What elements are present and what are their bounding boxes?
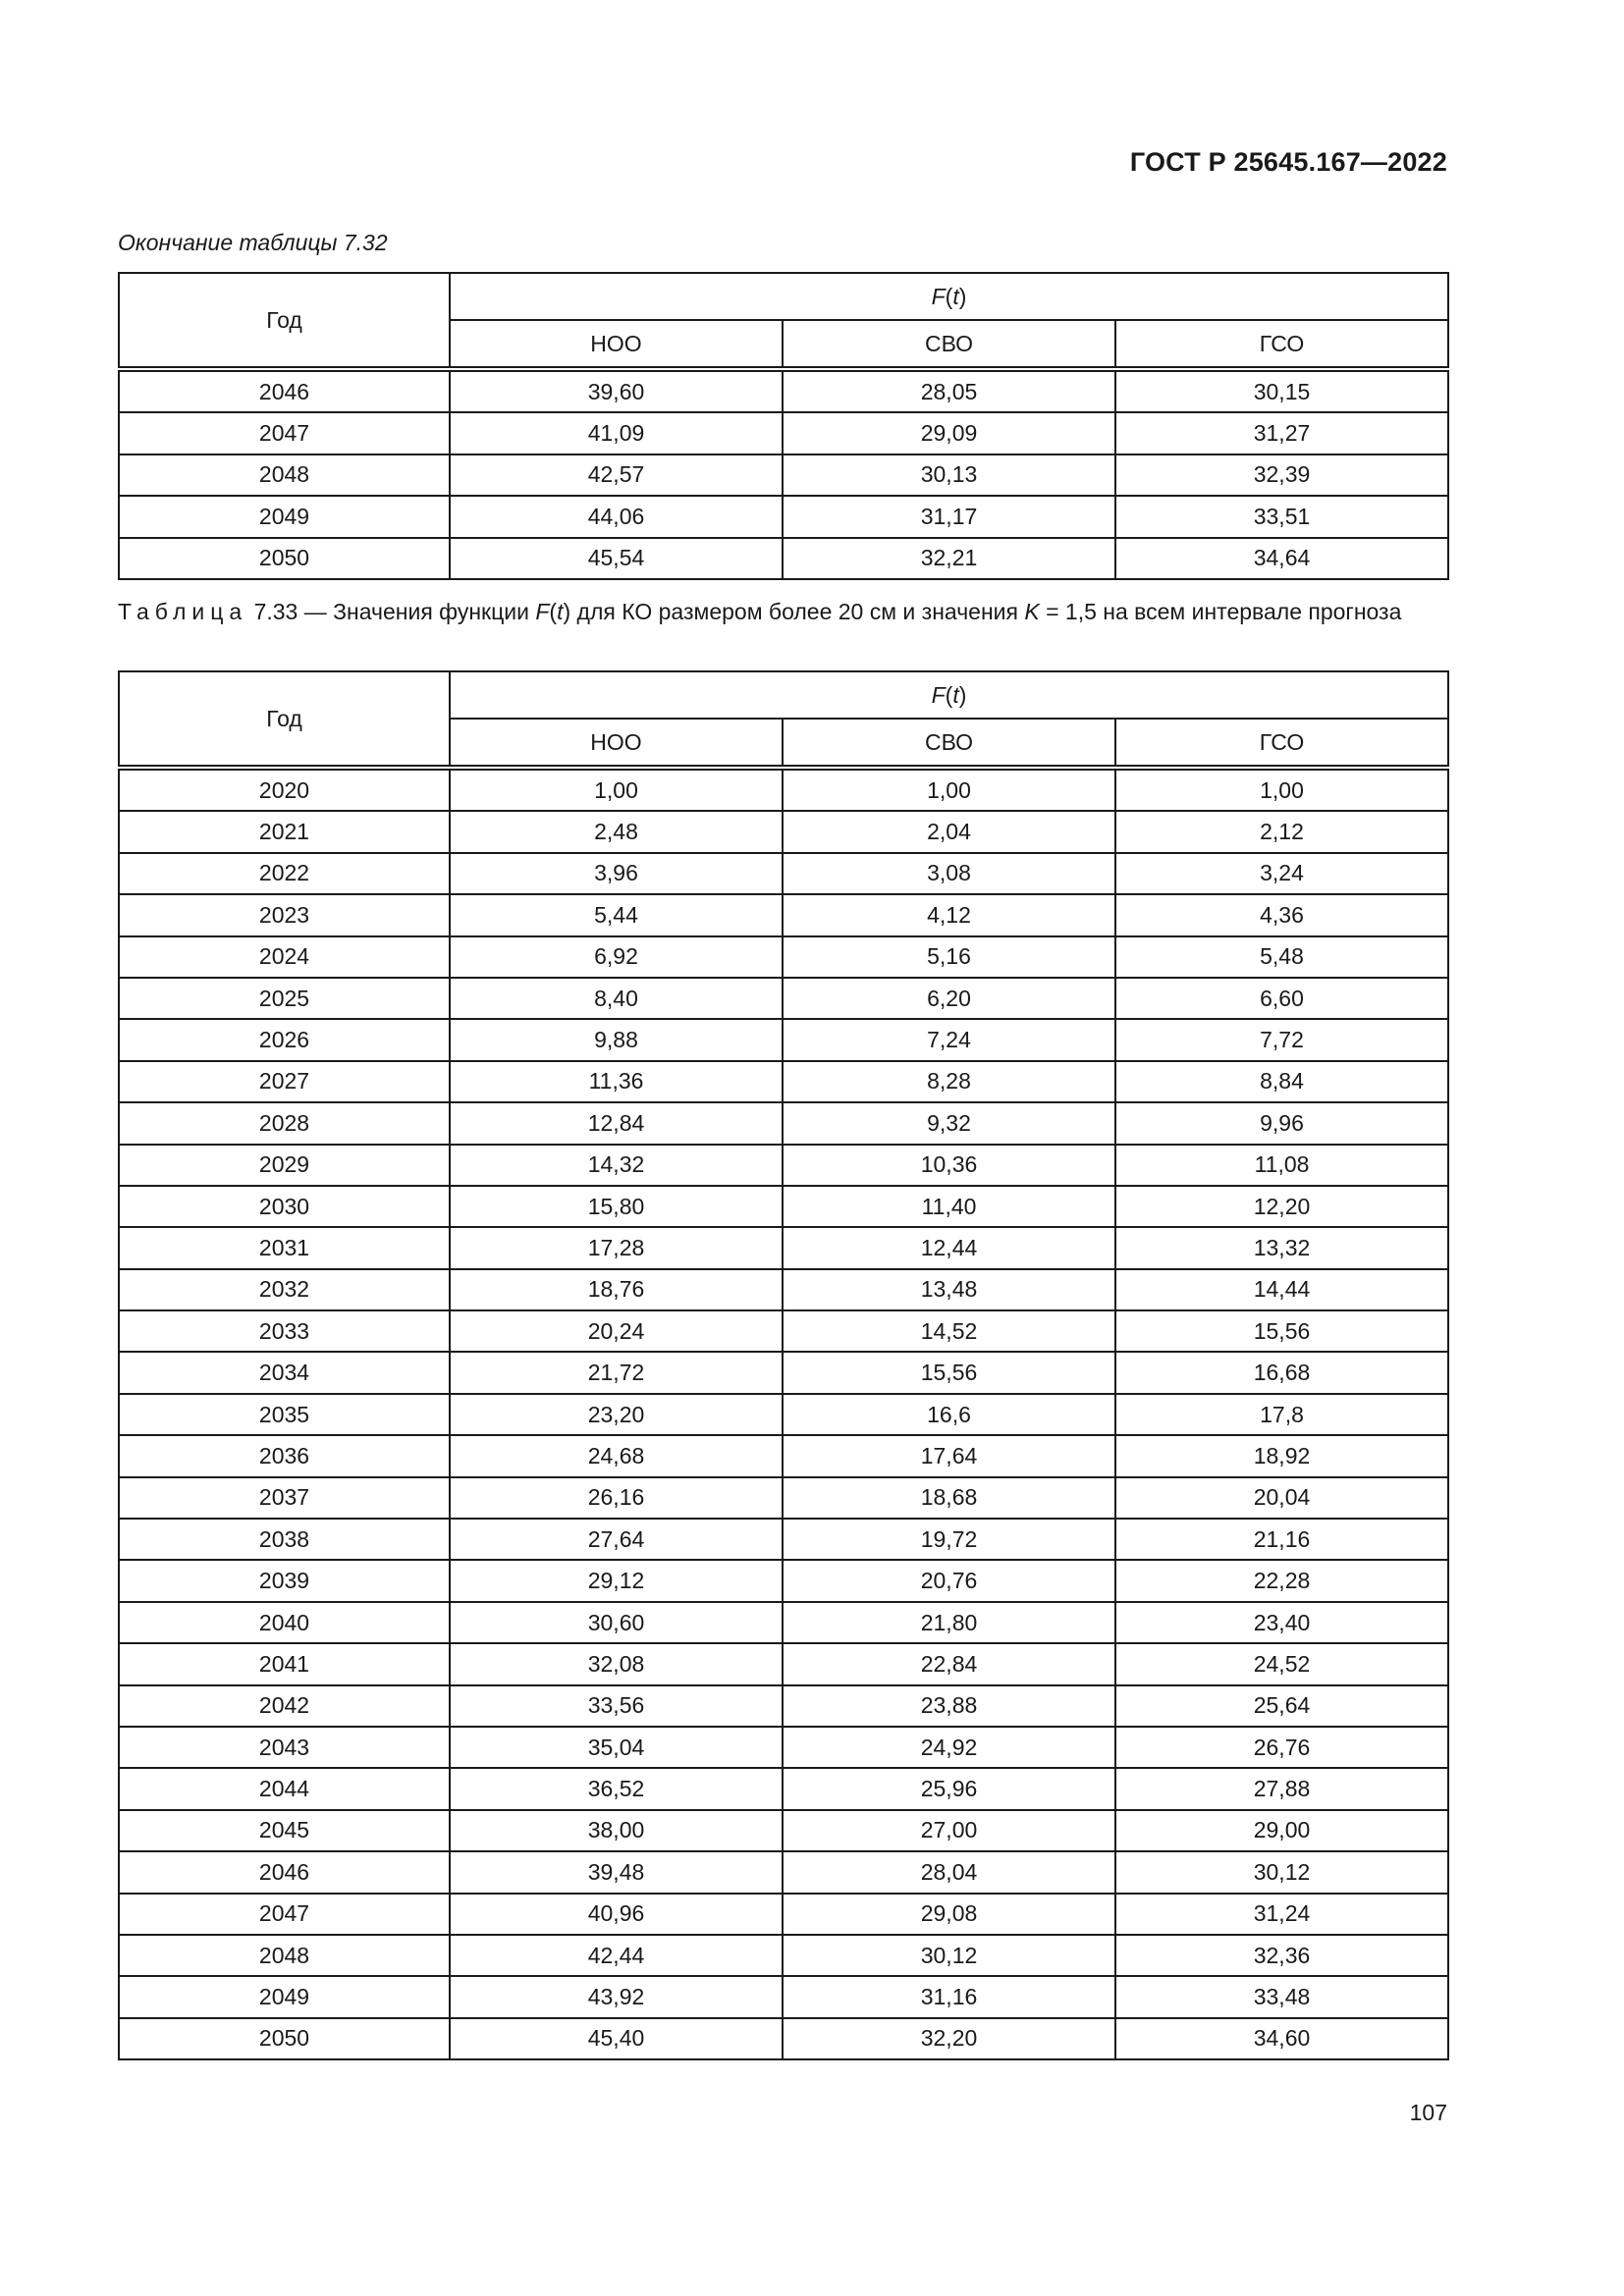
noo-value-cell: 5,44 bbox=[450, 894, 783, 935]
svo-value-cell: 30,12 bbox=[783, 1935, 1115, 1976]
year-cell: 2037 bbox=[119, 1477, 450, 1519]
gso-value-cell: 6,60 bbox=[1115, 978, 1448, 1019]
noo-value-cell: 6,92 bbox=[450, 936, 783, 978]
year-cell: 2050 bbox=[119, 538, 450, 579]
year-cell: 2035 bbox=[119, 1394, 450, 1435]
noo-value-cell: 40,96 bbox=[450, 1894, 783, 1935]
gso-value-cell: 29,00 bbox=[1115, 1810, 1448, 1851]
svo-value-cell: 23,88 bbox=[783, 1685, 1115, 1727]
table-row bbox=[119, 1602, 1448, 1643]
table-row bbox=[119, 1227, 1448, 1268]
table-7-33 bbox=[118, 670, 1449, 2060]
noo-value-cell: 30,60 bbox=[450, 1602, 783, 1643]
noo-value-cell: 24,68 bbox=[450, 1435, 783, 1476]
table-row bbox=[119, 978, 1448, 1019]
noo-value-cell: 32,08 bbox=[450, 1643, 783, 1684]
table-row bbox=[119, 811, 1448, 852]
year-cell: 2036 bbox=[119, 1435, 450, 1476]
svo-value-cell: 28,05 bbox=[783, 369, 1115, 412]
table-row bbox=[119, 1269, 1448, 1310]
gso-value-cell: 32,36 bbox=[1115, 1935, 1448, 1976]
year-cell: 2050 bbox=[119, 2018, 450, 2059]
year-cell: 2046 bbox=[119, 369, 450, 412]
column-header-svo: СВО bbox=[783, 320, 1115, 369]
table-row bbox=[119, 1310, 1448, 1352]
svo-value-cell: 2,04 bbox=[783, 811, 1115, 852]
table-row bbox=[119, 454, 1448, 496]
table-row bbox=[119, 1976, 1448, 2017]
column-group-header-f-t: F(t) bbox=[450, 671, 1448, 719]
noo-value-cell: 29,12 bbox=[450, 1560, 783, 1601]
svo-value-cell: 19,72 bbox=[783, 1519, 1115, 1560]
year-cell: 2048 bbox=[119, 1935, 450, 1976]
noo-value-cell: 36,52 bbox=[450, 1768, 783, 1809]
svo-value-cell: 31,17 bbox=[783, 496, 1115, 537]
noo-value-cell: 21,72 bbox=[450, 1352, 783, 1393]
year-cell: 2026 bbox=[119, 1019, 450, 1060]
table-row bbox=[119, 1519, 1448, 1560]
table-row bbox=[119, 1643, 1448, 1684]
gso-value-cell: 17,8 bbox=[1115, 1394, 1448, 1435]
gso-value-cell: 32,39 bbox=[1115, 454, 1448, 496]
year-cell: 2024 bbox=[119, 936, 450, 978]
noo-value-cell: 20,24 bbox=[450, 1310, 783, 1352]
gso-value-cell: 8,84 bbox=[1115, 1061, 1448, 1102]
gso-value-cell: 9,96 bbox=[1115, 1102, 1448, 1144]
table-row bbox=[119, 1685, 1448, 1727]
gso-value-cell: 23,40 bbox=[1115, 1602, 1448, 1643]
table-7-33-caption: Таблица 7.33 — Значения функции F(t) для КО размером более 20 см и значения K = 1,5 на всем интервале прогноза bbox=[118, 599, 1402, 624]
year-cell: 2029 bbox=[119, 1145, 450, 1186]
noo-value-cell: 26,16 bbox=[450, 1477, 783, 1519]
table-7-32-continuation-caption: Окончание таблицы 7.32 bbox=[118, 230, 388, 255]
gso-value-cell: 16,68 bbox=[1115, 1352, 1448, 1393]
table-row bbox=[119, 1145, 1448, 1186]
noo-value-cell: 17,28 bbox=[450, 1227, 783, 1268]
table-row bbox=[119, 1435, 1448, 1476]
noo-value-cell: 8,40 bbox=[450, 978, 783, 1019]
noo-value-cell: 41,09 bbox=[450, 412, 783, 454]
year-cell: 2021 bbox=[119, 811, 450, 852]
noo-value-cell: 39,60 bbox=[450, 369, 783, 412]
year-cell: 2049 bbox=[119, 496, 450, 537]
year-cell: 2043 bbox=[119, 1727, 450, 1768]
document-id-header: ГОСТ Р 25645.167—2022 bbox=[1129, 147, 1447, 177]
year-cell: 2041 bbox=[119, 1643, 450, 1684]
gso-value-cell: 1,00 bbox=[1115, 768, 1448, 811]
table-row bbox=[119, 1186, 1448, 1227]
year-cell: 2044 bbox=[119, 1768, 450, 1809]
svo-value-cell: 21,80 bbox=[783, 1602, 1115, 1643]
gso-value-cell: 12,20 bbox=[1115, 1186, 1448, 1227]
gso-value-cell: 3,24 bbox=[1115, 853, 1448, 894]
noo-value-cell: 39,48 bbox=[450, 1851, 783, 1893]
column-header-svo: СВО bbox=[783, 719, 1115, 768]
table-7-33-body bbox=[119, 768, 1448, 2059]
svo-value-cell: 15,56 bbox=[783, 1352, 1115, 1393]
gso-value-cell: 31,24 bbox=[1115, 1894, 1448, 1935]
year-cell: 2039 bbox=[119, 1560, 450, 1601]
table-row bbox=[119, 894, 1448, 935]
year-cell: 2023 bbox=[119, 894, 450, 935]
svo-value-cell: 24,92 bbox=[783, 1727, 1115, 1768]
table-row bbox=[119, 1560, 1448, 1601]
gso-value-cell: 7,72 bbox=[1115, 1019, 1448, 1060]
table-row bbox=[119, 1851, 1448, 1893]
gso-value-cell: 11,08 bbox=[1115, 1145, 1448, 1186]
gso-value-cell: 27,88 bbox=[1115, 1768, 1448, 1809]
table-row bbox=[119, 1061, 1448, 1102]
noo-value-cell: 23,20 bbox=[450, 1394, 783, 1435]
year-cell: 2027 bbox=[119, 1061, 450, 1102]
column-header-year: Год bbox=[119, 671, 450, 768]
svo-value-cell: 6,20 bbox=[783, 978, 1115, 1019]
table-row bbox=[119, 1352, 1448, 1393]
gso-value-cell: 4,36 bbox=[1115, 894, 1448, 935]
page-number: 107 bbox=[1409, 2100, 1447, 2125]
noo-value-cell: 33,56 bbox=[450, 1685, 783, 1727]
noo-value-cell: 15,80 bbox=[450, 1186, 783, 1227]
column-header-gso: ГСО bbox=[1115, 320, 1448, 369]
gso-value-cell: 18,92 bbox=[1115, 1435, 1448, 1476]
year-cell: 2047 bbox=[119, 412, 450, 454]
gso-value-cell: 34,60 bbox=[1115, 2018, 1448, 2059]
table-row bbox=[119, 2018, 1448, 2059]
column-header-noo: НОО bbox=[450, 320, 783, 369]
svo-value-cell: 10,36 bbox=[783, 1145, 1115, 1186]
gso-value-cell: 31,27 bbox=[1115, 412, 1448, 454]
gso-value-cell: 20,04 bbox=[1115, 1477, 1448, 1519]
noo-value-cell: 27,64 bbox=[450, 1519, 783, 1560]
svo-value-cell: 18,68 bbox=[783, 1477, 1115, 1519]
noo-value-cell: 42,57 bbox=[450, 454, 783, 496]
noo-value-cell: 35,04 bbox=[450, 1727, 783, 1768]
noo-value-cell: 45,54 bbox=[450, 538, 783, 579]
svo-value-cell: 32,20 bbox=[783, 2018, 1115, 2059]
table-row bbox=[119, 853, 1448, 894]
noo-value-cell: 2,48 bbox=[450, 811, 783, 852]
svo-value-cell: 14,52 bbox=[783, 1310, 1115, 1352]
table-row bbox=[119, 538, 1448, 579]
year-cell: 2034 bbox=[119, 1352, 450, 1393]
svo-value-cell: 20,76 bbox=[783, 1560, 1115, 1601]
table-row bbox=[119, 1394, 1448, 1435]
svo-value-cell: 7,24 bbox=[783, 1019, 1115, 1060]
year-cell: 2022 bbox=[119, 853, 450, 894]
svo-value-cell: 16,6 bbox=[783, 1394, 1115, 1435]
noo-value-cell: 12,84 bbox=[450, 1102, 783, 1144]
gso-value-cell: 25,64 bbox=[1115, 1685, 1448, 1727]
gso-value-cell: 13,32 bbox=[1115, 1227, 1448, 1268]
table-7-32-body bbox=[119, 369, 1448, 579]
table-row bbox=[119, 1935, 1448, 1976]
column-header-noo: НОО bbox=[450, 719, 783, 768]
year-cell: 2032 bbox=[119, 1269, 450, 1310]
table-row bbox=[119, 1810, 1448, 1851]
year-cell: 2045 bbox=[119, 1810, 450, 1851]
gso-value-cell: 26,76 bbox=[1115, 1727, 1448, 1768]
column-group-header-f-t: F(t) bbox=[450, 273, 1448, 320]
year-cell: 2047 bbox=[119, 1894, 450, 1935]
svo-value-cell: 32,21 bbox=[783, 538, 1115, 579]
svo-value-cell: 28,04 bbox=[783, 1851, 1115, 1893]
table-row bbox=[119, 1102, 1448, 1144]
noo-value-cell: 11,36 bbox=[450, 1061, 783, 1102]
noo-value-cell: 1,00 bbox=[450, 768, 783, 811]
year-cell: 2020 bbox=[119, 768, 450, 811]
gso-value-cell: 15,56 bbox=[1115, 1310, 1448, 1352]
noo-value-cell: 45,40 bbox=[450, 2018, 783, 2059]
table-7-32 bbox=[118, 272, 1449, 580]
table-row bbox=[119, 412, 1448, 454]
noo-value-cell: 18,76 bbox=[450, 1269, 783, 1310]
noo-value-cell: 9,88 bbox=[450, 1019, 783, 1060]
table-row bbox=[119, 768, 1448, 811]
gso-value-cell: 30,15 bbox=[1115, 369, 1448, 412]
table-row bbox=[119, 1019, 1448, 1060]
table-row bbox=[119, 1477, 1448, 1519]
table-row bbox=[119, 1894, 1448, 1935]
gso-value-cell: 33,48 bbox=[1115, 1976, 1448, 2017]
gso-value-cell: 5,48 bbox=[1115, 936, 1448, 978]
table-row bbox=[119, 1727, 1448, 1768]
noo-value-cell: 3,96 bbox=[450, 853, 783, 894]
svo-value-cell: 22,84 bbox=[783, 1643, 1115, 1684]
gso-value-cell: 21,16 bbox=[1115, 1519, 1448, 1560]
svo-value-cell: 25,96 bbox=[783, 1768, 1115, 1809]
year-cell: 2025 bbox=[119, 978, 450, 1019]
svo-value-cell: 27,00 bbox=[783, 1810, 1115, 1851]
year-cell: 2031 bbox=[119, 1227, 450, 1268]
year-cell: 2040 bbox=[119, 1602, 450, 1643]
svo-value-cell: 12,44 bbox=[783, 1227, 1115, 1268]
gso-value-cell: 33,51 bbox=[1115, 496, 1448, 537]
gso-value-cell: 2,12 bbox=[1115, 811, 1448, 852]
svo-value-cell: 30,13 bbox=[783, 454, 1115, 496]
table-row bbox=[119, 936, 1448, 978]
gso-value-cell: 34,64 bbox=[1115, 538, 1448, 579]
year-cell: 2038 bbox=[119, 1519, 450, 1560]
gso-value-cell: 30,12 bbox=[1115, 1851, 1448, 1893]
svo-value-cell: 8,28 bbox=[783, 1061, 1115, 1102]
table-row bbox=[119, 369, 1448, 412]
year-cell: 2046 bbox=[119, 1851, 450, 1893]
svo-value-cell: 5,16 bbox=[783, 936, 1115, 978]
svo-value-cell: 29,08 bbox=[783, 1894, 1115, 1935]
svo-value-cell: 9,32 bbox=[783, 1102, 1115, 1144]
year-cell: 2042 bbox=[119, 1685, 450, 1727]
svo-value-cell: 17,64 bbox=[783, 1435, 1115, 1476]
noo-value-cell: 43,92 bbox=[450, 1976, 783, 2017]
year-cell: 2030 bbox=[119, 1186, 450, 1227]
noo-value-cell: 38,00 bbox=[450, 1810, 783, 1851]
noo-value-cell: 42,44 bbox=[450, 1935, 783, 1976]
svo-value-cell: 1,00 bbox=[783, 768, 1115, 811]
svo-value-cell: 13,48 bbox=[783, 1269, 1115, 1310]
column-header-year: Год bbox=[119, 273, 450, 369]
svo-value-cell: 31,16 bbox=[783, 1976, 1115, 2017]
year-cell: 2049 bbox=[119, 1976, 450, 2017]
svo-value-cell: 3,08 bbox=[783, 853, 1115, 894]
column-header-gso: ГСО bbox=[1115, 719, 1448, 768]
gso-value-cell: 22,28 bbox=[1115, 1560, 1448, 1601]
noo-value-cell: 14,32 bbox=[450, 1145, 783, 1186]
svo-value-cell: 4,12 bbox=[783, 894, 1115, 935]
gso-value-cell: 14,44 bbox=[1115, 1269, 1448, 1310]
table-row bbox=[119, 1768, 1448, 1809]
year-cell: 2033 bbox=[119, 1310, 450, 1352]
year-cell: 2028 bbox=[119, 1102, 450, 1144]
noo-value-cell: 44,06 bbox=[450, 496, 783, 537]
svo-value-cell: 29,09 bbox=[783, 412, 1115, 454]
year-cell: 2048 bbox=[119, 454, 450, 496]
svo-value-cell: 11,40 bbox=[783, 1186, 1115, 1227]
gso-value-cell: 24,52 bbox=[1115, 1643, 1448, 1684]
table-row bbox=[119, 496, 1448, 537]
